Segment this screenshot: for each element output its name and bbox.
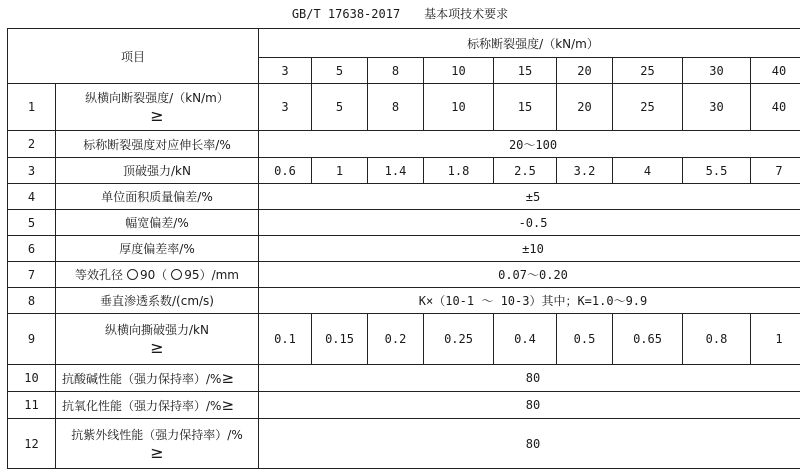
row-number: 5 [8,210,56,236]
item-name-mid1: 90（ [140,268,167,282]
grade-cell: 5 [312,58,368,84]
header-item: 项目 [8,29,259,84]
span-value: K×（10-1 ～ 10-3）其中；K=1.0～9.9 [259,288,800,314]
table-row [8,262,800,288]
value-cell: 15 [494,84,557,131]
value-cell: 10 [424,84,494,131]
grade-cell: 15 [494,58,557,84]
ge-symbol: ≥ [58,339,256,357]
table-row [8,184,800,210]
value-cell: 25 [613,84,683,131]
value-cell: 8 [368,84,424,131]
value-cell: 2.5 [494,158,557,184]
item-name-mid2: 95）/mm [184,268,239,282]
item-name: 幅宽偏差/% [56,210,259,236]
value-cell: 3.2 [557,158,613,184]
row-number: 2 [8,131,56,158]
item-name [56,419,259,469]
item-name-text: 纵横向撕破强力/kN [105,323,209,337]
item-name-text: 抗氧化性能（强力保持率）/% [62,399,221,413]
item-name [56,392,259,419]
row-number: 9 [8,314,56,365]
value-cell: 5 [312,84,368,131]
value-cell: 0.65 [613,314,683,365]
grade-cell: 20 [557,58,613,84]
ge-symbol: ≥ [221,396,234,414]
table-row [8,131,800,158]
header-strength: 标称断裂强度/（kN/m） [259,29,800,58]
value-cell: 1 [312,158,368,184]
value-cell: 40 [751,84,800,131]
value-cell: 0.6 [259,158,312,184]
span-value: ±10 [259,236,800,262]
table-row [8,419,800,469]
row-number: 12 [8,419,56,469]
value-cell: 0.1 [259,314,312,365]
value-cell: 0.15 [312,314,368,365]
value-cell: 5.5 [683,158,751,184]
row-number: 11 [8,392,56,419]
item-name-text: 抗紫外线性能（强力保持率）/% [71,428,242,442]
grade-cell: 30 [683,58,751,84]
item-name-text: 纵横向断裂强度/（kN/m） [85,91,229,105]
value-cell: 1 [751,314,800,365]
ge-symbol: ≥ [58,107,256,125]
table-row [8,210,800,236]
value-cell: 4 [613,158,683,184]
item-name: 垂直渗透系数/(cm/s) [56,288,259,314]
row-number: 3 [8,158,56,184]
item-name-text: 抗酸碱性能（强力保持率）/% [62,372,221,386]
table-row [8,392,800,419]
grade-cell: 3 [259,58,312,84]
item-name: 单位面积质量偏差/% [56,184,259,210]
row-number: 6 [8,236,56,262]
circle-o-icon [127,269,138,280]
row-number: 4 [8,184,56,210]
item-name [56,84,259,131]
table-row [8,158,800,184]
span-value: 0.07～0.20 [259,262,800,288]
circle-o-icon [171,269,182,280]
table-row [8,236,800,262]
grade-cell: 25 [613,58,683,84]
value-cell: 0.5 [557,314,613,365]
span-value: -0.5 [259,210,800,236]
item-name: 标称断裂强度对应伸长率/% [56,131,259,158]
span-value: 20～100 [259,131,800,158]
span-value: 80 [259,419,800,469]
value-cell: 0.25 [424,314,494,365]
value-cell: 7 [751,158,800,184]
value-cell: 1.8 [424,158,494,184]
row-number: 10 [8,365,56,392]
grade-cell: 8 [368,58,424,84]
row-number: 8 [8,288,56,314]
grade-cell: 40 [751,58,800,84]
item-name: 厚度偏差率/% [56,236,259,262]
value-cell: 3 [259,84,312,131]
span-value: 80 [259,392,800,419]
value-cell: 0.2 [368,314,424,365]
value-cell: 0.4 [494,314,557,365]
value-cell: 30 [683,84,751,131]
ge-symbol: ≥ [58,444,256,462]
item-name: 顶破强力/kN [56,158,259,184]
item-name [56,262,259,288]
table-row [8,314,800,365]
ge-symbol: ≥ [221,369,234,387]
span-value: ±5 [259,184,800,210]
item-name-prefix: 等效孔径 [75,268,123,282]
value-cell: 20 [557,84,613,131]
header-row [8,29,800,58]
value-cell: 1.4 [368,158,424,184]
technical-requirements-table [7,28,800,469]
value-cell: 0.8 [683,314,751,365]
item-name [56,365,259,392]
grade-cell: 10 [424,58,494,84]
item-name [56,314,259,365]
table-row [8,288,800,314]
document-title: GB/T 17638-2017 基本项技术要求 [0,0,800,28]
table-row [8,84,800,131]
table-row [8,365,800,392]
row-number: 1 [8,84,56,131]
row-number: 7 [8,262,56,288]
span-value: 80 [259,365,800,392]
